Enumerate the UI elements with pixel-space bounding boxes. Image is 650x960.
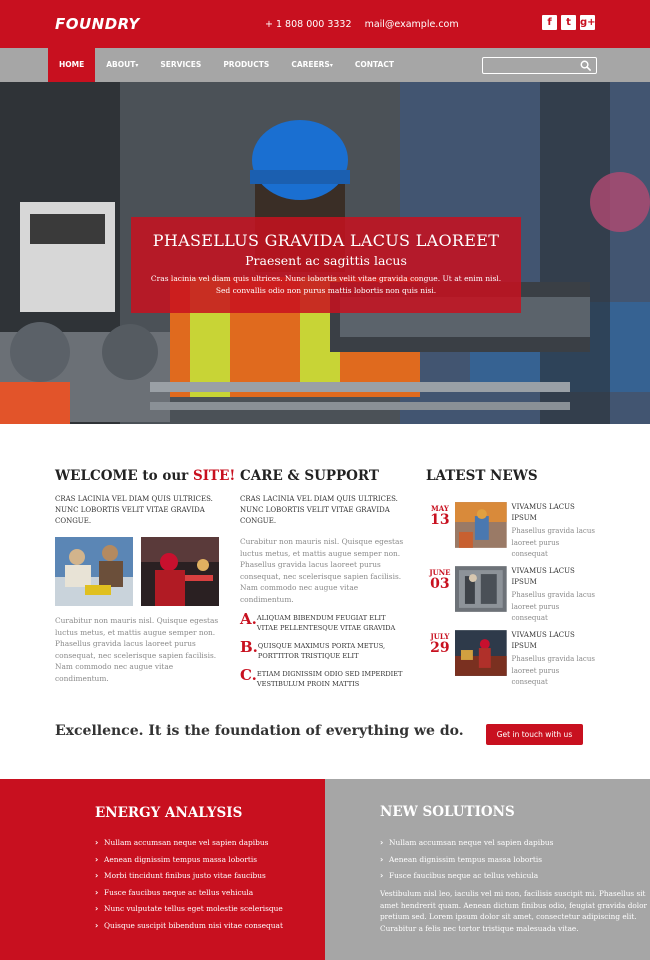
nav-label: CONTACT: [354, 60, 394, 69]
news-body: [511, 502, 596, 558]
hero-caption: [131, 217, 521, 313]
news-excerpt: Phasellus gravida lacus laoreet purus consequat: [511, 655, 595, 686]
nav-label: HOME: [59, 60, 85, 69]
list-item[interactable]: [95, 868, 283, 885]
list-item: [240, 639, 408, 661]
news-section: [426, 468, 596, 686]
twitter-icon[interactable]: t: [561, 15, 576, 30]
welcome-section: [55, 468, 236, 684]
list-item[interactable]: [95, 901, 283, 918]
chevron-down-icon: ▾: [135, 62, 139, 69]
chevron-right-icon: ›: [380, 854, 384, 864]
welcome-title: [55, 468, 236, 484]
chevron-right-icon: ›: [95, 871, 99, 880]
welcome-title-highlight: SITE!: [192, 468, 236, 484]
chevron-right-icon: ›: [380, 871, 384, 880]
news-date: [426, 566, 454, 618]
list-letter: C.: [240, 666, 257, 684]
energy-analysis-panel: [0, 779, 325, 960]
care-list: [240, 611, 408, 689]
hero-text: Cras lacinia vel diam quis ultrices. Nunc lobortis velit vitae gravida congue. Ut at enim nisl. Sed convallis odio non purus mattis lobortis non quis nisi.: [150, 274, 502, 295]
contact-info: [265, 19, 469, 30]
list-item-label: Nullam accumsan neque vel sapien dapibus: [389, 838, 554, 847]
list-letter: A.: [240, 610, 257, 628]
tagline: Excellence. It is the foundation of everything we do.: [55, 723, 464, 739]
news-thumbnail[interactable]: [455, 630, 507, 676]
phone-number: + 1 808 000 3332: [265, 19, 352, 30]
news-date: [426, 502, 454, 554]
email-link[interactable]: mail@example.com: [364, 19, 459, 30]
solutions-list: [380, 835, 553, 885]
care-subheading: CRAS LACINIA VEL DIAM QUIS ULTRICES. NUNC LOBORTIS VELIT VITAE GRAVIDA CONGUE.: [240, 495, 398, 525]
welcome-subheading: CRAS LACINIA VEL DIAM QUIS ULTRICES. NUNC LOBORTIS VELIT VITAE GRAVIDA CONGUE.: [55, 495, 213, 525]
social-links: [542, 15, 595, 30]
news-excerpt: Phasellus gravida lacus laoreet purus consequat: [511, 591, 595, 622]
list-item-label: Quisque suscipit bibendum nisi vitae consequat: [104, 920, 283, 930]
news-body: [511, 566, 596, 622]
nav-label: PRODUCTS: [223, 60, 270, 69]
news-title: LATEST NEWS: [426, 468, 538, 484]
news-excerpt: Phasellus gravida lacus laoreet purus consequat: [511, 527, 595, 558]
hero-title: PHASELLUS GRAVIDA LACUS LAOREET: [152, 231, 500, 250]
list-letter: B.: [240, 638, 258, 656]
search-icon[interactable]: [580, 60, 591, 71]
list-item-label: Morbi tincidunt finibus justo vitae faucibus: [104, 871, 266, 880]
chevron-right-icon: ›: [95, 904, 99, 913]
chevron-right-icon: ›: [95, 854, 99, 864]
chevron-right-icon: ›: [380, 838, 384, 847]
nav-label: SERVICES: [160, 60, 202, 69]
news-item[interactable]: [426, 502, 596, 558]
list-item-label: Nullam accumsan neque vel sapien dapibus: [104, 838, 269, 847]
news-item[interactable]: [426, 566, 596, 622]
news-body: [511, 630, 596, 686]
list-label: QUISQUE MAXIMUS PORTA METUS, PORTTITOR TRISTIQUE ELIT: [257, 642, 386, 660]
list-item[interactable]: [380, 868, 553, 885]
nav-label: CAREERS: [291, 60, 330, 69]
solutions-title: NEW SOLUTIONS: [380, 804, 515, 820]
news-thumbnail[interactable]: [455, 502, 507, 548]
list-item[interactable]: [95, 852, 283, 869]
energy-title: ENERGY ANALYSIS: [95, 805, 243, 821]
list-item[interactable]: [380, 852, 553, 869]
list-item-label: Nunc vulputate tellus eget molestie scelerisque: [104, 904, 283, 913]
nav-item-careers[interactable]: [280, 48, 344, 82]
nav-label: ABOUT: [106, 60, 136, 69]
news-headline[interactable]: VIVAMUS LACUS IPSUM: [511, 567, 575, 586]
news-day: 03: [430, 576, 450, 592]
energy-list: [95, 835, 283, 934]
news-thumbnail[interactable]: [455, 566, 507, 612]
chevron-down-icon: ▾: [329, 62, 333, 69]
get-in-touch-button[interactable]: Get in touch with us: [486, 724, 583, 745]
welcome-title-text: WELCOME to our: [55, 468, 193, 484]
news-day: 13: [430, 512, 450, 528]
list-item: [240, 611, 408, 633]
list-item-label: Fusce faucibus neque ac tellus vehicula: [389, 871, 539, 880]
google-plus-icon[interactable]: g+: [580, 17, 596, 28]
chevron-right-icon: ›: [95, 838, 99, 847]
nav-item-products[interactable]: [212, 48, 280, 82]
search-box: [482, 57, 597, 74]
care-section: [240, 468, 408, 689]
main-nav: [48, 48, 405, 82]
nav-item-contact[interactable]: [344, 48, 405, 82]
list-label: ETIAM DIGNISSIM ODIO SED IMPERDIET VESTIBULUM PROIN MATTIS: [256, 670, 403, 688]
list-item: [240, 667, 408, 689]
nav-bar: [0, 48, 650, 82]
facebook-icon[interactable]: f: [542, 15, 557, 30]
nav-item-home[interactable]: [48, 48, 95, 82]
site-logo[interactable]: FOUNDRY: [55, 15, 140, 33]
news-item[interactable]: [426, 630, 596, 686]
list-item-label: Aenean dignissim tempus massa lobortis: [104, 854, 258, 864]
news-headline[interactable]: VIVAMUS LACUS IPSUM: [511, 503, 575, 522]
welcome-photos: [55, 537, 220, 606]
list-item[interactable]: [380, 835, 553, 852]
hero-subtitle: Praesent ac sagittis lacus: [245, 253, 407, 268]
list-item-label: Fusce faucibus neque ac tellus vehicula: [104, 887, 254, 897]
list-item-label: Aenean dignissim tempus massa lobortis: [389, 854, 543, 864]
list-item[interactable]: [95, 918, 283, 935]
nav-item-about[interactable]: [95, 48, 149, 82]
chevron-right-icon: ›: [95, 887, 99, 897]
list-item[interactable]: [95, 885, 283, 902]
news-headline[interactable]: VIVAMUS LACUS IPSUM: [511, 631, 575, 650]
news-month: JUNE: [429, 568, 451, 577]
solutions-text: Vestibulum nisl leo, iaculis vel mi non, facilisis suscipit mi. Phasellus sit amet hendrerit quam. Aenean dictum finibus odio, feugiat gravida dolor pretium sed. Lorem ipsum dolor sit amet, consectetur adipiscing elit. Curabitur a felis nec tortor tristique malesuada vitae.: [380, 889, 647, 933]
top-bar: [0, 0, 650, 48]
news-day: 29: [430, 640, 450, 656]
workers-photo[interactable]: [55, 537, 133, 606]
new-solutions-panel: [325, 779, 650, 960]
list-item[interactable]: [95, 835, 283, 852]
welcome-text: Curabitur non mauris nisl. Quisque egestas luctus metus, et mattis augue semper non. Phasellus gravida lacus laoreet purus consequat, nec scelerisque sapien facilisis. Nam commodo nec augue vitae condimentum.: [55, 616, 219, 683]
hero-banner: [0, 82, 650, 424]
welder-photo[interactable]: [141, 537, 219, 606]
news-date: [426, 630, 454, 682]
care-title: CARE & SUPPORT: [240, 468, 379, 484]
chevron-right-icon: ›: [95, 920, 99, 930]
nav-item-services[interactable]: [149, 48, 212, 82]
news-month: JULY: [430, 632, 450, 641]
list-label: ALIQUAM BIBENDUM FEUGIAT ELIT VITAE PELLENTESQUE VITAE GRAVIDA: [256, 614, 396, 632]
search-input[interactable]: [483, 63, 578, 78]
care-text: Curabitur non mauris nisl. Quisque egestas luctus metus, et mattis augue semper non. Phasellus gravida lacus laoreet purus consequat, nec scelerisque sapien facilisis. Nam commodo nec augue vitae condimentum.: [240, 537, 404, 604]
news-month: MAY: [431, 504, 449, 513]
